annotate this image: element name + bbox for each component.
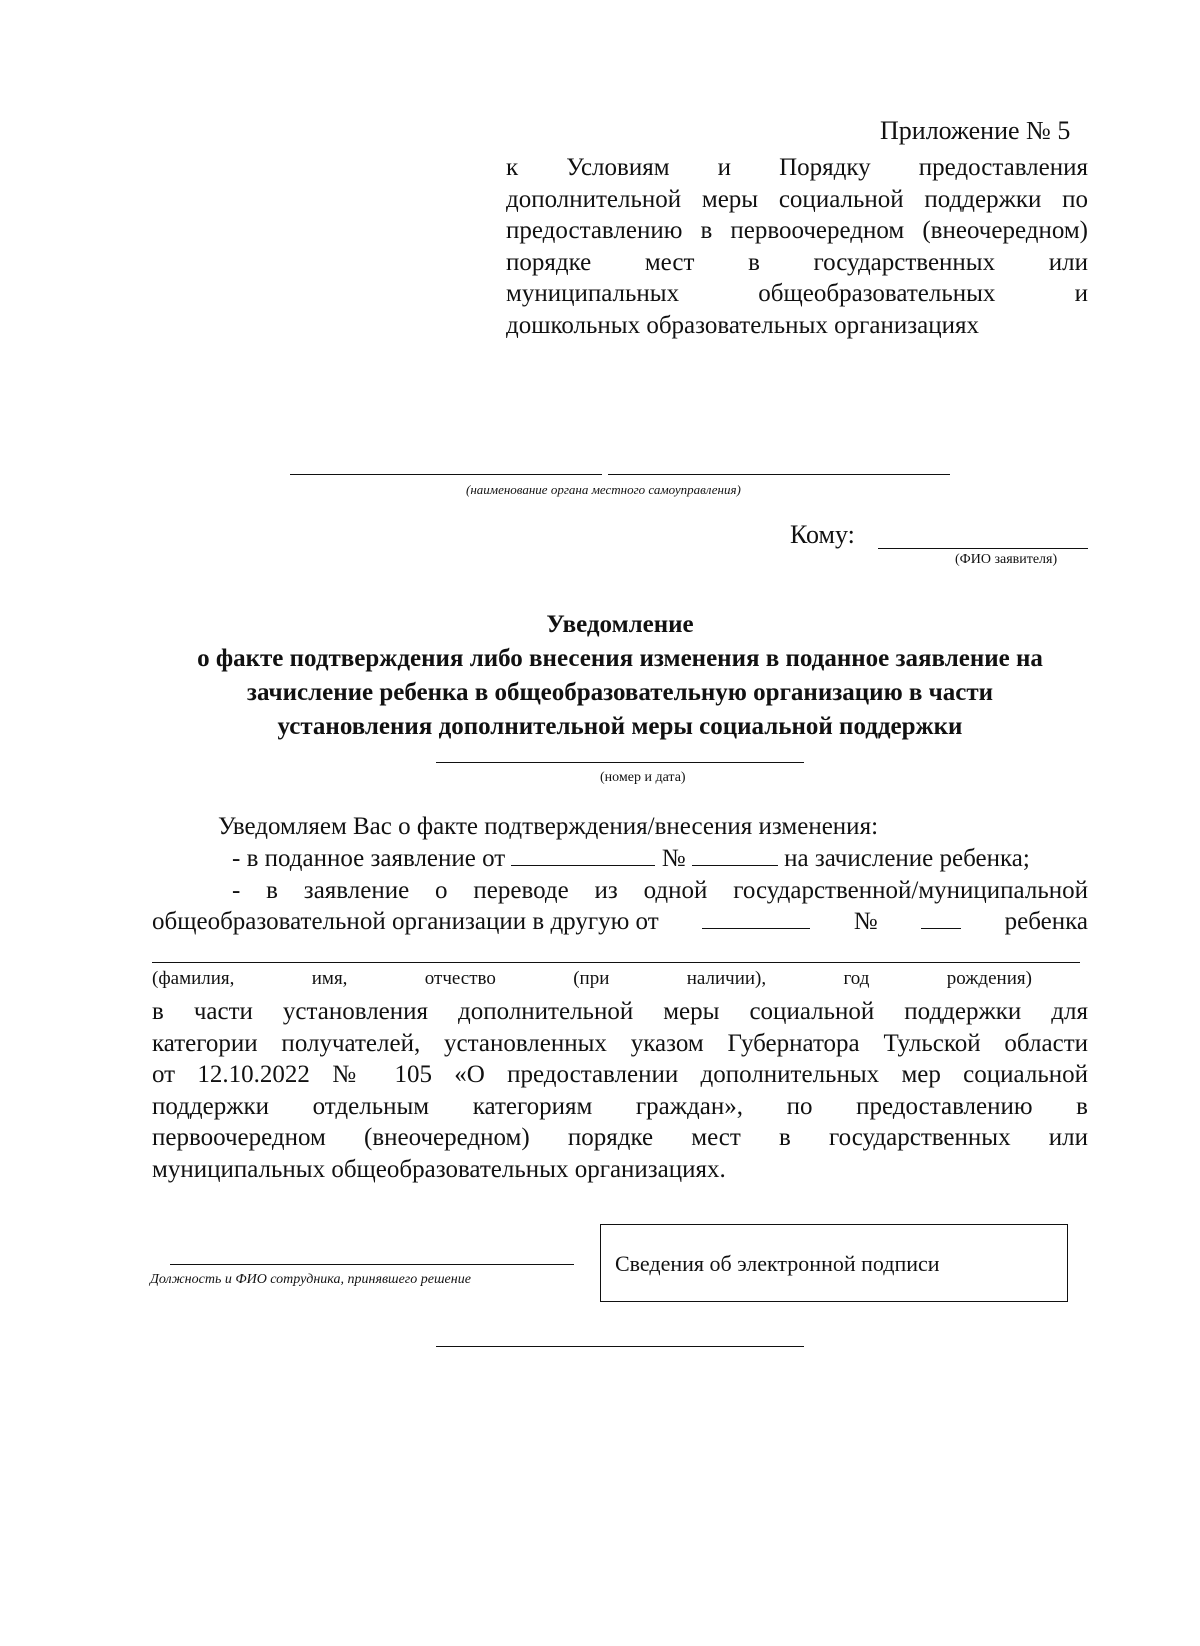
number-sign: № — [853, 908, 878, 935]
recipient-label: Кому: — [790, 520, 855, 549]
caption-word: год — [843, 968, 870, 989]
paragraph-line: от 12.10.2022 № 105 «О предоставлении дополнительных мер социальной — [152, 1061, 1088, 1088]
official-signature-blank — [170, 1264, 574, 1265]
recipient-blank — [878, 548, 1088, 549]
paragraph-line: первоочередном (внеочередном) порядке мест в государственных или — [152, 1124, 1088, 1151]
caption-word: (при — [573, 968, 610, 989]
heading-title: Уведомление — [546, 611, 694, 638]
bottom-blank — [436, 1346, 804, 1347]
main-paragraph — [152, 996, 1088, 1185]
appendix-line: дополнительной меры социальной поддержки по — [506, 185, 1088, 213]
appendix-title: Приложение № 5 — [880, 116, 1071, 145]
item2-line2 — [152, 906, 1088, 938]
appendix-reference — [506, 152, 1088, 341]
notice-heading — [150, 608, 1090, 744]
electronic-signature-label: Сведения об электронной подписи — [615, 1251, 940, 1276]
item1-text: - в поданное заявление от — [232, 845, 506, 872]
item2-number-blank — [921, 906, 961, 929]
recipient-caption: (ФИО заявителя) — [955, 552, 1058, 567]
appendix-line: муниципальных общеобразовательных и — [506, 280, 1088, 307]
item2-date-blank — [702, 906, 810, 929]
item1 — [232, 843, 1030, 875]
appendix-line: к Условиям и Порядку предоставления — [506, 154, 1088, 181]
official-caption: Должность и ФИО сотрудника, принявшего решение — [150, 1272, 471, 1287]
appendix-line: порядке мест в государственных или — [506, 248, 1088, 276]
number-date-caption: (номер и дата) — [600, 770, 686, 785]
caption-word: рождения) — [946, 968, 1032, 989]
paragraph-line: в части установления дополнительной меры социальной поддержки для — [152, 998, 1088, 1025]
authority-blank-right — [608, 474, 950, 475]
caption-word: (фамилия, — [152, 968, 235, 989]
child-name-blank — [152, 962, 1080, 963]
authority-caption: (наименование органа местного самоуправления) — [466, 482, 741, 497]
paragraph-line: категории получателей, установленных указом Губернатора Тульской области — [152, 1029, 1088, 1057]
paragraph-line: поддержки отдельным категориям граждан», по предоставлению в — [152, 1092, 1088, 1120]
heading-line: о факте подтверждения либо внесения изменения в поданное заявление на — [197, 645, 1043, 672]
intro-text: Уведомляем Вас о факте подтверждения/внесения изменения: — [218, 813, 879, 840]
appendix-line: предоставлению в первоочередном (внеочередном) — [506, 217, 1088, 244]
heading-line: установления дополнительной меры социальной поддержки — [277, 713, 963, 740]
caption-word: отчество — [424, 968, 496, 989]
paragraph-line: муниципальных общеобразовательных организациях. — [152, 1155, 726, 1183]
item1-date-blank — [511, 843, 655, 866]
electronic-signature-box — [600, 1224, 1068, 1302]
item2-line1 — [232, 875, 1088, 907]
item1-number-blank — [692, 843, 778, 866]
item2-text: - в заявление о переводе из одной государственной/муниципальной — [232, 877, 1088, 904]
number-sign: № — [661, 845, 686, 872]
item2-text-a: общеобразовательной организации в другую от — [152, 908, 659, 935]
authority-blank-left — [290, 474, 602, 475]
appendix-line: дошкольных образовательных организациях — [506, 311, 979, 339]
heading-line: зачисление ребенка в общеобразовательную организацию в части — [246, 679, 994, 706]
number-date-blank — [436, 762, 804, 763]
child-caption — [152, 968, 1032, 990]
item1-text-end: на зачисление ребенка; — [784, 845, 1030, 872]
item2-text-c: ребенка — [1004, 908, 1088, 935]
caption-word: имя, — [311, 968, 348, 989]
caption-word: наличии), — [686, 968, 767, 989]
